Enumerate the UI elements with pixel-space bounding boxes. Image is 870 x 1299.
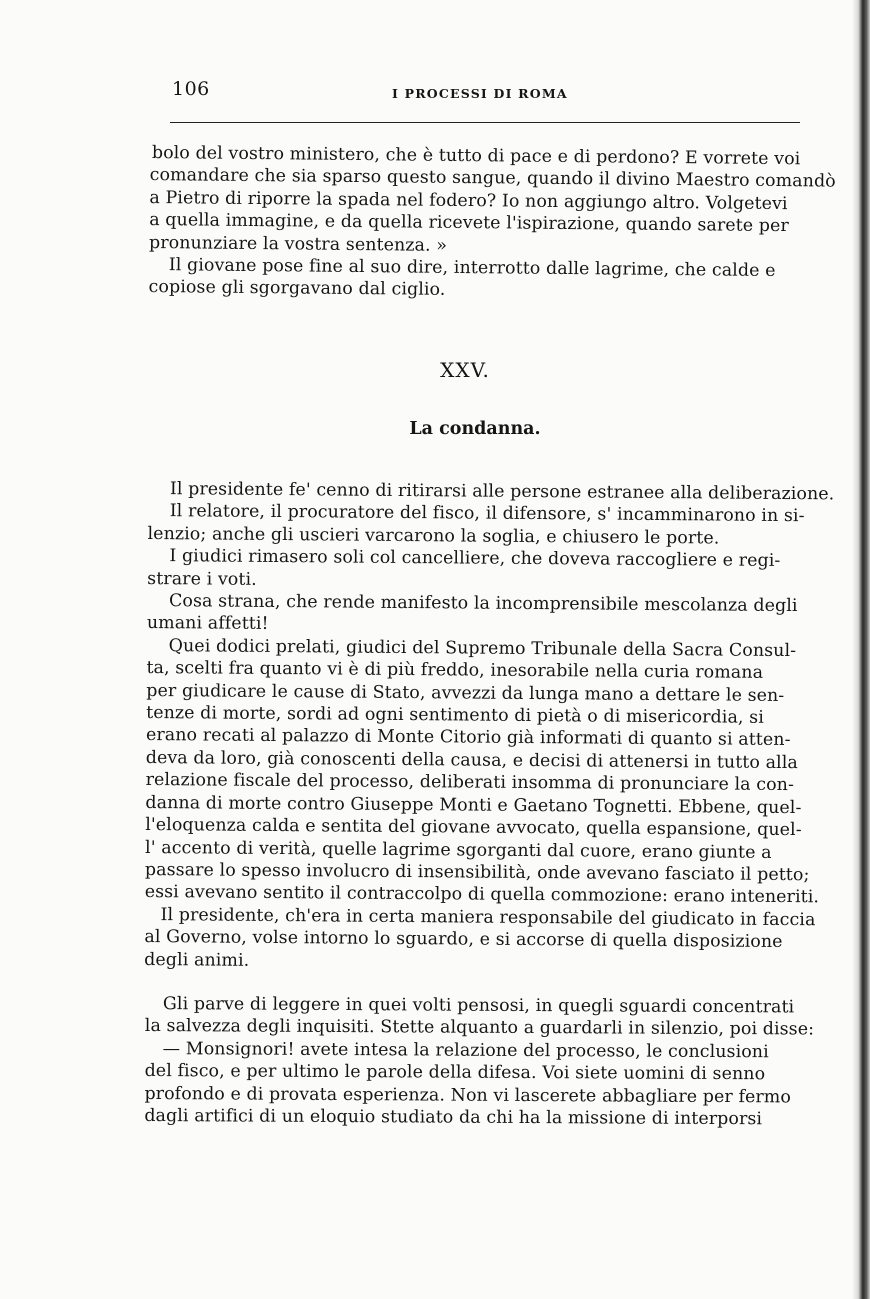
text-line: Cosa strana, che rende manifesto la incomprensibile mescolanza degli — [168, 591, 798, 617]
text-line: del fisco, e per ultimo le parole della difesa. Voi siete uomini di senno — [144, 1061, 766, 1085]
text-line: Il relatore, il procuratore del fisco, il difensore, s' incamminarono in si- — [169, 501, 805, 527]
chapter-title: La condanna. — [409, 419, 541, 439]
text-line: a quella immagine, e da quella ricevete l'ispirazione, quando sarete per — [149, 210, 789, 237]
text-block-continuation — [148, 142, 836, 305]
text-line: Il presidente fe' cenno di ritirarsi alle persone estranee alla deliberazione. — [169, 479, 835, 505]
text-line: Quei dodici prelati, giudici del Supremo Tribunale della Sacra Consul- — [168, 636, 797, 661]
text-block-end — [144, 993, 814, 1131]
chapter-number: XXV. — [440, 358, 490, 382]
text-line: relazione fiscale del processo, deliberati insomma di pronunciare la con- — [145, 770, 795, 796]
page-header — [170, 78, 800, 108]
text-line: Il giovane pose fine al suo dire, interrotto dalle lagrime, che calde e — [168, 255, 776, 282]
text-line: dagli artifici di un eloquio studiato da chi ha la missione di interporsi — [144, 1106, 763, 1130]
text-block-chapter — [144, 478, 834, 976]
text-line: tenze di morte, sordi ad ogni sentimento di pietà o di misericordia, si — [146, 703, 764, 728]
text-line: ta, scelti fra quanto vi è di più freddo, inesorabile nella curia romana — [146, 658, 764, 684]
text-line: Il presidente, ch'era in certa maniera responsabile del giudicato in faccia — [160, 904, 816, 930]
text-line: umani affetti! — [146, 613, 269, 635]
text-line: la salvezza degli inquisiti. Stette alquanto a guardarli in silenzio, poi disse: — [144, 1016, 815, 1040]
text-line: pronunziare la vostra sentenza. » — [148, 232, 448, 256]
text-line: a Pietro di riporre la spada nel fodero? Io non aggiungo altro. Volgetevi — [149, 187, 788, 214]
text-line: danna di morte contro Giuseppe Monti e Gaetano Tognetti. Ebbene, quel- — [145, 792, 802, 818]
text-line: lenzio; anche gli uscieri varcarono la soglia, e chiusero le porte. — [147, 523, 720, 549]
text-line: Gli parve di leggere in quei volti pensosi, in quegli sguardi concentrati — [162, 994, 795, 1018]
page-number: 106 — [172, 78, 210, 100]
text-line: profondo e di provata esperienza. Non vi lascerete abbagliare per fermo — [144, 1083, 792, 1108]
text-line: deva da loro, già conoscenti della causa, e decisi di attenersi in tutto alla — [145, 747, 798, 773]
text-line: al Governo, volse intorno lo sguardo, e si accorse di quella disposizione — [144, 927, 783, 953]
text-line: erano recati al palazzo di Monte Citorio già informati di quanto si atten- — [145, 725, 791, 751]
text-line: per giudicare le cause di Stato, avvezzi da lunga mano a dettare le sen- — [146, 680, 785, 706]
text-line: strare i voti. — [147, 568, 257, 590]
text-line: passare lo spesso involucro di insensibilità, onde avevano fasciato il petto; — [144, 859, 810, 886]
header-rule — [170, 122, 800, 123]
text-line: l'eloquenza calda e sentita del giovane avvocato, quella espansione, quel- — [145, 815, 802, 841]
running-title: I PROCESSI DI ROMA — [392, 86, 568, 101]
text-line: I giudici rimasero soli col cancelliere, che doveva raccogliere e regi- — [169, 546, 781, 572]
text-line: copiose gli sgorgavano dal ciglio. — [148, 277, 446, 301]
text-line: degli animi. — [144, 949, 250, 971]
text-line: comandare che sia sparso questo sangue, quando il divino Maestro comandò — [149, 165, 836, 192]
text-line: essi avevano sentito il contraccolpo di quella commozione: erano inteneriti. — [144, 882, 820, 908]
text-line: — Monsignori! avete intesa la relazione del processo, le conclusioni — [162, 1038, 769, 1063]
text-line: bolo del vostro ministero, che è tutto di pace e di perdono? E vorrete voi — [151, 143, 801, 170]
page-edge-shadow — [852, 0, 870, 1299]
text-line: l' accento di verità, quelle lagrime sgorganti dal cuore, erano giunte a — [145, 837, 772, 863]
